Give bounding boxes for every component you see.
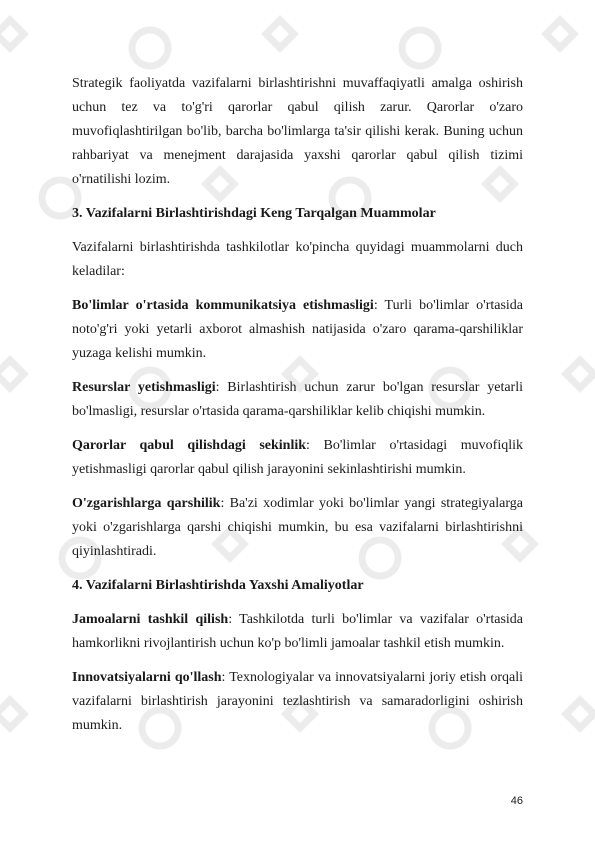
document-body bbox=[72, 72, 523, 748]
section-heading-4: 4. Vazifalarni Birlashtirishda Yaxshi Amaliyotlar bbox=[72, 578, 364, 593]
paragraph-problems-intro: Vazifalarni birlashtirishda tashkilotlar ko'pincha quyidagi muammolarni duch keladilar: bbox=[72, 240, 523, 279]
item-term: Resurslar yetishmasligi bbox=[72, 380, 216, 395]
paragraph-intro: Strategik faoliyatda vazifalarni birlashtirishni muvaffaqiyatli amalga oshirish uchun tez va to'g'ri qarorlar qabul qilish zarur. Qarorlar o'zaro muvofiqlashtirilgan bo'lib, barcha bo'limlarga ta'sir qilishi kerak. Buning uchun rahbariyat va menejment darajasida yaxshi qarorlar qabul qilish tizimi o'rnatilishi lozim. bbox=[72, 76, 523, 187]
item-term: O'zgarishlarga qarshilik bbox=[72, 496, 221, 511]
list-item bbox=[72, 492, 523, 564]
list-item bbox=[72, 294, 523, 366]
item-term: Jamoalarni tashkil qilish bbox=[72, 612, 229, 627]
list-item bbox=[72, 434, 523, 482]
item-text: : Tashkilotda turli bo'limlar va vazifalar o'rtasida hamkorlikni rivojlantirish uchun ko'p bo'limli jamoalar tashkil etish mumkin. bbox=[72, 612, 524, 651]
item-term: Qarorlar qabul qilishdagi sekinlik bbox=[72, 438, 307, 453]
item-text: : Bo'limlar o'rtasidagi muvofiqlik yetishmasligi qarorlar qabul qilish jarayonini sekinlashtirishi mumkin. bbox=[72, 438, 524, 477]
item-text: : Ba'zi xodimlar yoki bo'limlar yangi strategiyalarga yoki o'zgarishlarga qarshi chiqishi mumkin, bu esa vazifalarni birlashtirishni qiyinlashtiradi. bbox=[72, 496, 523, 559]
item-text: : Birlashtirish uchun zarur bo'lgan resurslar yetarli bo'lmasligi, resurslar o'rtasida qarama-qarshiliklar kelib chiqishi mumkin. bbox=[72, 380, 523, 419]
list-item bbox=[72, 666, 523, 738]
page-number: 46 bbox=[510, 795, 523, 807]
list-item bbox=[72, 608, 523, 656]
item-text: : Turli bo'limlar o'rtasida noto'g'ri yoki yetarli axborot almashish natijasida o'zaro qarama-qarshiliklar yuzaga kelishi mumkin. bbox=[72, 298, 524, 361]
list-item bbox=[72, 376, 523, 424]
section-heading-3: 3. Vazifalarni Birlashtirishdagi Keng Tarqalgan Muammolar bbox=[72, 206, 436, 221]
item-text: : Texnologiyalar va innovatsiyalarni joriy etish orqali vazifalarni birlashtirish jarayonini tezlashtirish va samaradorligini oshirish mumkin. bbox=[72, 670, 523, 733]
item-term: Innovatsiyalarni qo'llash bbox=[72, 670, 222, 685]
item-term: Bo'limlar o'rtasida kommunikatsiya etishmasligi bbox=[72, 298, 374, 313]
